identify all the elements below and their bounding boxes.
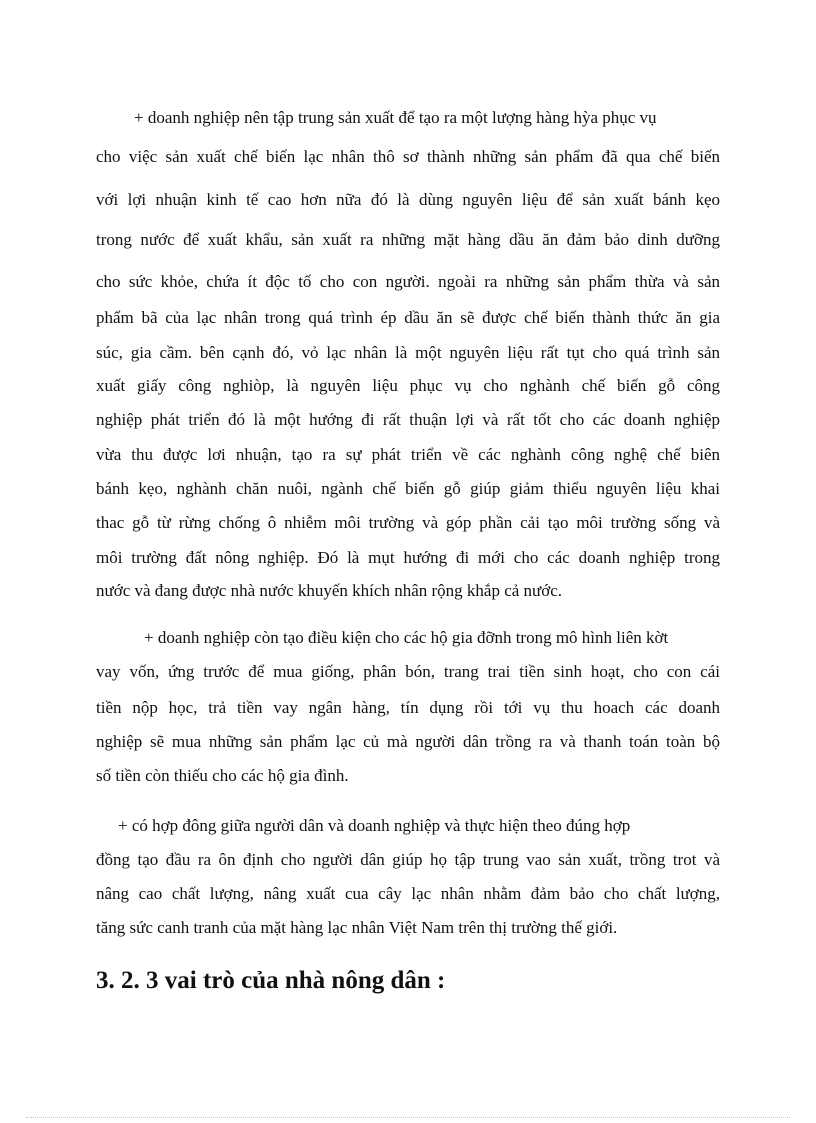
text-line: súc, gia cầm. bên cạnh đó, vỏ lạc nhân là một nguyên liệu rất tụt cho quá trình sản bbox=[96, 343, 720, 362]
text-line: + có hợp đông giữa người dân và doanh nghiệp và thực hiện theo đúng hợp bbox=[118, 816, 631, 835]
text-line: môi trường đất nông nghiệp. Đó là mụt hướng đi mới cho các doanh nghiệp trong bbox=[96, 548, 720, 567]
text-line: nước và đang được nhà nước khuyến khích nhân rộng khắp cả nước. bbox=[96, 581, 563, 600]
text-line: cho sức khỏe, chứa ít độc tố cho con người. ngoài ra những sản phẩm thừa và sản bbox=[96, 272, 720, 291]
text-line: bánh kẹo, nghành chăn nuôi, ngành chế biến gỗ giúp giảm thiểu nguyên liệu khai bbox=[96, 479, 720, 498]
section-heading: 3. 2. 3 vai trò của nhà nông dân : bbox=[96, 967, 446, 994]
text-line: xuất giấy công nghiòp, là nguyên liệu phục vụ cho nghành chế biến gỗ công bbox=[96, 376, 720, 395]
text-line: với lợi nhuận kinh tế cao hơn nữa đó là dùng nguyên liệu để sản xuất bánh kẹo bbox=[96, 190, 720, 209]
text-line: vừa thu được lơi nhuận, tạo ra sự phát triển về các nghành công nghệ chế biên bbox=[96, 445, 720, 464]
text-line: cho việc sản xuất chế biến lạc nhân thô sơ thành những sản phẩm đã qua chế biến bbox=[96, 147, 720, 166]
text-line: tiền nộp học, trả tiền vay ngân hàng, tín dụng rồi tới vụ thu hoach các doanh bbox=[96, 698, 720, 717]
text-line: nghiệp phát triển đó là một hướng đi rất thuận lợi và rất tốt cho các doanh nghiệp bbox=[96, 410, 720, 429]
text-line: nghiệp sẽ mua những sản phẩm lạc củ mà người dân trồng ra và thanh toán toàn bộ bbox=[96, 732, 720, 751]
text-line: số tiền còn thiếu cho các hộ gia đình. bbox=[96, 766, 349, 785]
text-line: phẩm bã của lạc nhân trong quá trình ép dầu ăn sẽ được chế biến thành thức ăn gia bbox=[96, 308, 720, 327]
text-line: tăng sức canh tranh của mặt hàng lạc nhân Việt Nam trên thị trường thế giới. bbox=[96, 918, 618, 937]
text-line: nâng cao chất lượng, nâng xuất cua cây lạc nhân nhằm đảm bảo cho chất lượng, bbox=[96, 884, 720, 903]
page-bottom-divider bbox=[26, 1117, 790, 1118]
text-line: thac gỗ từ rừng chống ô nhiễm môi trường và góp phần cải tạo môi trường sống và bbox=[96, 513, 720, 532]
text-line: vay vốn, ứng trước để mua giống, phân bón, trang trai tiền sinh hoạt, cho con cái bbox=[96, 662, 720, 681]
text-line: + doanh nghiệp còn tạo điều kiện cho các hộ gia đỡnh trong mô hình liên kờt bbox=[144, 628, 669, 647]
text-line: + doanh nghiệp nên tập trung sản xuất để tạo ra một lượng hàng hỳa phục vụ bbox=[134, 108, 657, 127]
text-line: đồng tạo đầu ra ôn định cho người dân giúp họ tập trung vao sản xuất, trồng trot và bbox=[96, 850, 720, 869]
text-line: trong nước để xuất khẩu, sản xuất ra những mặt hàng dầu ăn đảm bảo dinh dưỡng bbox=[96, 230, 720, 249]
